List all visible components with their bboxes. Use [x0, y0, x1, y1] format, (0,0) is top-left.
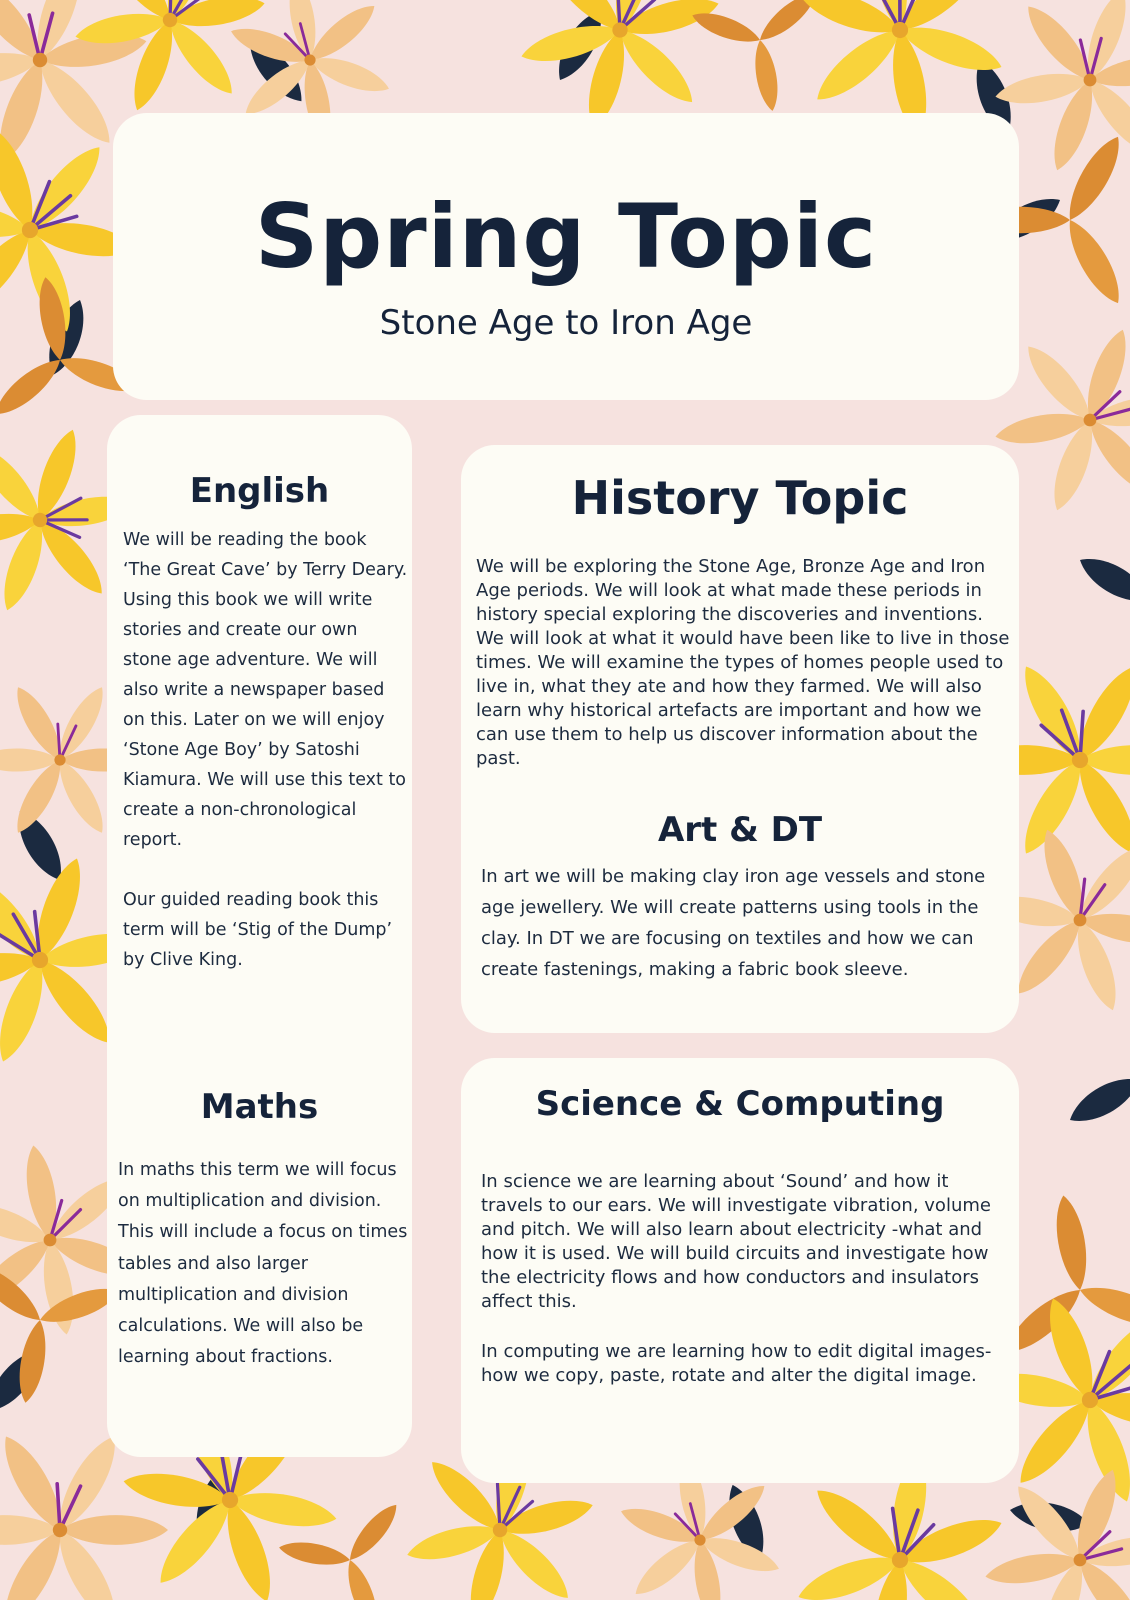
english-heading: English: [189, 471, 330, 511]
history-heading: History Topic: [571, 471, 909, 525]
title-card: [113, 113, 1019, 400]
english-text: [123, 525, 408, 975]
art-dt-paragraph: In art we will be making clay iron age vessels and stone age jewellery. We will create patterns using tools in the clay. In DT we are focusing on textiles and how we can create fastenings, making a fabric book sleeve.: [481, 866, 986, 980]
history-paragraph: We will be exploring the Stone Age, Bronze Age and Iron Age periods. We will look at what made these periods in history special exploring the discoveries and inventions. We will look at what it would have been like to live in those times. We will examine the types of homes people used to live in, what they ate and how they farmed. We will also learn why historical artefacts are important and how we can use them to help us discover information about the past.: [476, 556, 1010, 769]
english-paragraph-2: Our guided reading book this term will be ‘Stig of the Dump’ by Clive King.: [123, 890, 393, 970]
english-maths-card: [107, 415, 412, 1457]
english-paragraph-1: We will be reading the book ‘The Great Cave’ by Terry Deary. Using this book we will write stories and create our own stone age adventure. We will also write a newspaper based on this. Later on we will enjoy ‘Stone Age Boy’ by Satoshi Kiamura. We will use this text to create a non-chronological report.: [123, 530, 408, 850]
art-dt-heading: Art & DT: [657, 810, 823, 850]
science-computing-card: [461, 1058, 1019, 1483]
science-paragraph: In science we are learning about ‘Sound’ and how it travels to our ears. We will investigate vibration, volume and pitch. We will also learn about electricity -what and how it is used. We will build circuits and investigate how the electricity flows and how conductors and insulators affect this.: [481, 1171, 991, 1312]
science-heading: Science & Computing: [535, 1084, 945, 1124]
computing-paragraph: In computing we are learning how to edit digital images- how we copy, paste, rotate and alter the digital image.: [481, 1341, 992, 1386]
history-art-card: [461, 445, 1019, 1033]
maths-heading: Maths: [200, 1087, 319, 1127]
page-title: Spring Topic: [254, 185, 878, 288]
maths-paragraph: In maths this term we will focus on multiplication and division. This will include a focus on times tables and also larger multiplication and division calculations. We will also be learning about fractions.: [118, 1160, 408, 1368]
page-subtitle: Stone Age to Iron Age: [379, 303, 753, 343]
